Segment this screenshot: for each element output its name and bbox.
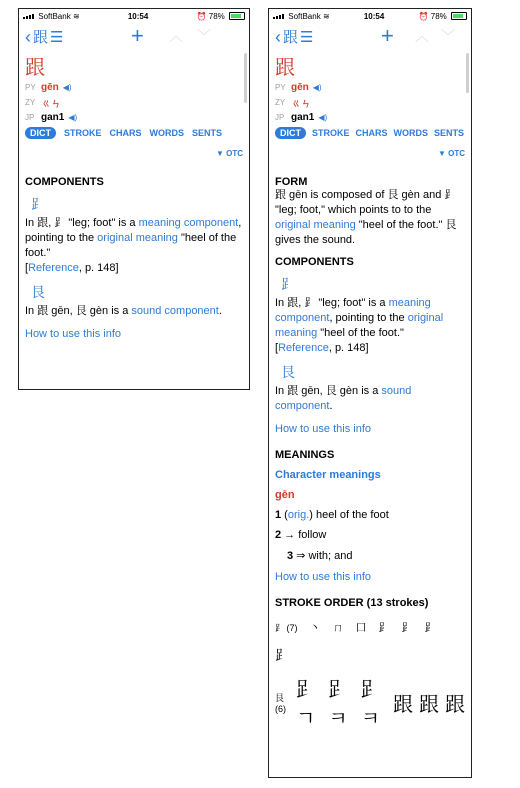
text: . — [218, 305, 222, 317]
original-meaning-link[interactable]: original meaning — [275, 312, 444, 339]
back-button[interactable] — [25, 26, 63, 47]
meaning-1 — [275, 509, 465, 521]
stroke-row-label: 艮 (6) — [275, 692, 286, 714]
jyutping-row — [275, 112, 465, 123]
signal-icon — [273, 14, 284, 19]
tab-dict[interactable]: DICT — [25, 127, 56, 139]
pinyin-value: gēn — [41, 82, 59, 93]
meaning-number: 1 — [275, 509, 282, 521]
stroke-step: 𧾷ㅋ — [360, 679, 381, 730]
tab-chars[interactable]: CHARS — [109, 128, 142, 138]
otc-toggle[interactable]: ▼ OTC — [437, 149, 465, 158]
pinyin-row — [275, 82, 465, 93]
text: "heel of the foot." 艮 gives the sound. — [275, 219, 457, 246]
carrier-label: SoftBank — [288, 11, 321, 21]
component-gen-text — [25, 304, 243, 319]
text: ) heel of the foot — [309, 509, 389, 521]
components-heading: COMPONENTS — [25, 176, 104, 188]
text: In 跟 gēn, 艮 gèn is a — [275, 385, 382, 397]
text: "heel of the foot." — [25, 232, 237, 259]
text: 跟 gēn is composed of 艮 gèn and ⻊ "leg; foot," which points to to the — [275, 189, 456, 216]
stroke-step: 口 — [355, 622, 367, 634]
chevron-left-icon: ‹ — [25, 26, 31, 47]
zhuyin-tag: ZY — [275, 98, 286, 107]
wifi-icon: ≋ — [72, 11, 80, 21]
back-char: 跟 — [33, 29, 49, 46]
otc-toggle[interactable]: ▼ OTC — [215, 149, 243, 158]
pinyin-tag: PY — [25, 83, 36, 92]
scrollbar[interactable] — [244, 53, 247, 103]
tab-stroke[interactable]: STROKE — [64, 128, 102, 138]
zhuyin-tag: ZY — [25, 98, 36, 107]
stroke-step: 跟 — [419, 693, 439, 716]
stroke-order-heading: STROKE ORDER (13 strokes) — [275, 597, 429, 609]
alarm-icon: ⏰ — [196, 11, 207, 21]
pinyin-tag: PY — [275, 83, 286, 92]
tab-sents[interactable]: SENTS — [434, 128, 465, 138]
how-to-use-link[interactable]: How to use this info — [275, 571, 371, 583]
text: [ — [275, 342, 279, 354]
stroke-step: ⻊ — [401, 622, 413, 634]
tab-words[interactable]: WORDS — [149, 128, 185, 138]
text: , p. 148] — [78, 262, 119, 274]
text: , p. 148] — [328, 342, 369, 354]
tab-chars[interactable]: CHARS — [355, 128, 388, 138]
chevron-up-icon[interactable]: ︿ — [415, 28, 429, 44]
carrier-group — [23, 12, 80, 21]
text: [ — [25, 262, 29, 274]
jyutping-row — [25, 112, 243, 123]
component-char-foot[interactable]: ⻊ — [31, 196, 45, 212]
chevron-down-icon[interactable]: ﹀ — [197, 28, 211, 44]
stroke-row-gen — [275, 673, 465, 731]
how-to-use-link[interactable]: How to use this info — [275, 423, 371, 435]
original-meaning-link[interactable]: original meaning — [275, 219, 356, 231]
add-button[interactable]: + — [131, 23, 144, 48]
stroke-row-foot — [275, 619, 465, 635]
jyutping-value: gan1 — [41, 112, 65, 123]
scrollbar[interactable] — [466, 53, 469, 93]
text: In 跟, ⻊ "leg; foot" is a — [25, 217, 139, 229]
stroke-step: ㄇ — [332, 622, 344, 634]
battery-group — [197, 12, 245, 21]
tab-dict[interactable]: DICT — [275, 127, 306, 139]
stroke-step: 𧾷ㄱ — [296, 679, 317, 730]
jyutping-tag: JP — [25, 113, 35, 122]
reference-link[interactable]: Reference — [278, 342, 329, 354]
chevron-left-icon: ‹ — [275, 26, 281, 47]
status-time: 10:54 — [363, 11, 385, 21]
component-foot-text — [275, 296, 465, 356]
list-icon: ☰ — [300, 28, 314, 46]
battery-percent: 78% — [430, 11, 447, 21]
meaning-number: 2 — [275, 529, 282, 541]
stroke-step: ⻊ — [378, 622, 390, 634]
status-bar — [19, 9, 249, 23]
chevron-up-icon[interactable]: ︿ — [169, 28, 183, 44]
speaker-icon[interactable]: ◀) — [312, 83, 322, 92]
text: In 跟 gēn, 艮 gèn is a — [25, 305, 132, 317]
battery-icon — [451, 12, 467, 20]
stroke-step: 跟 — [445, 693, 465, 716]
text: → follow — [281, 529, 327, 541]
tab-words[interactable]: WORDS — [393, 128, 429, 138]
tab-bar — [25, 127, 243, 139]
component-char-gen[interactable]: 艮 — [31, 284, 45, 300]
back-button[interactable] — [275, 26, 313, 47]
component-foot-text — [25, 216, 243, 276]
jyutping-tag: JP — [275, 113, 285, 122]
stroke-final-foot: ⻊ — [275, 647, 289, 663]
sound-component-link[interactable]: sound component — [275, 385, 412, 412]
entry-content — [269, 51, 471, 731]
how-to-use-link[interactable]: How to use this info — [25, 328, 121, 340]
pinyin-row — [25, 82, 243, 93]
wifi-icon: ≋ — [322, 11, 330, 21]
status-time: 10:54 — [127, 11, 149, 21]
stroke-row-label: ⻊ (7) — [275, 622, 298, 633]
carrier-group — [273, 12, 330, 21]
status-bar — [269, 9, 471, 23]
battery-group — [419, 12, 467, 21]
meaning-reading: gēn — [275, 489, 295, 501]
component-char-foot[interactable]: ⻊ — [281, 276, 295, 292]
battery-percent: 78% — [208, 11, 225, 21]
meaning-2 — [275, 529, 465, 541]
tab-stroke[interactable]: STROKE — [312, 128, 350, 138]
reference-link[interactable]: Reference — [28, 262, 79, 274]
phone-screen-left — [18, 8, 250, 390]
zhuyin-row — [275, 95, 465, 110]
headword: 跟 — [25, 55, 45, 79]
meanings-heading: MEANINGS — [275, 449, 335, 461]
alarm-icon: ⏰ — [418, 11, 429, 21]
stroke-step: 𧾷ㅋ — [328, 679, 349, 730]
components-heading: COMPONENTS — [275, 256, 354, 268]
chevron-down-icon[interactable]: ﹀ — [441, 28, 455, 44]
entry-content — [19, 51, 249, 342]
tab-bar — [275, 127, 465, 139]
meaning-3 — [275, 549, 465, 562]
orig-link[interactable]: orig. — [287, 509, 310, 521]
list-icon: ☰ — [50, 28, 64, 46]
speaker-icon[interactable]: ◀) — [318, 113, 328, 122]
headword: 跟 — [275, 55, 295, 79]
meaning-component-link[interactable]: meaning component — [275, 297, 431, 324]
stroke-step: 丶 — [309, 622, 321, 634]
nav-toolbar — [269, 23, 471, 49]
meaning-number: 3 — [287, 550, 294, 562]
phone-screen-right — [268, 8, 472, 778]
speaker-icon[interactable]: ◀) — [62, 83, 72, 92]
original-meaning-link[interactable]: original meaning — [97, 232, 178, 244]
component-gen-text — [275, 384, 465, 414]
text: In 跟, ⻊ "leg; foot" is a — [275, 297, 389, 309]
add-button[interactable]: + — [381, 23, 394, 48]
form-text — [275, 188, 465, 248]
back-char: 跟 — [283, 29, 299, 46]
speaker-icon[interactable]: ◀) — [68, 113, 78, 122]
battery-icon — [229, 12, 245, 20]
zhuyin-value: ㄍㄣ — [41, 99, 61, 110]
nav-toolbar — [19, 23, 249, 49]
carrier-label: SoftBank — [38, 11, 71, 21]
text: , pointing to the — [329, 312, 408, 324]
text: ⇒ with; and — [293, 550, 353, 562]
character-meanings-heading: Character meanings — [275, 469, 381, 481]
text: , pointing to the — [25, 217, 242, 244]
text: "heel of the foot." — [317, 327, 404, 339]
form-heading: FORM — [275, 176, 308, 188]
zhuyin-value: ㄍㄣ — [291, 99, 311, 110]
pinyin-value: gēn — [291, 82, 309, 93]
tab-sents[interactable]: SENTS — [192, 128, 223, 138]
component-char-gen[interactable]: 艮 — [281, 364, 295, 380]
sound-component-link[interactable]: sound component — [131, 305, 219, 317]
zhuyin-row — [25, 95, 243, 110]
meaning-component-link[interactable]: meaning component — [138, 217, 239, 229]
stroke-step: 跟 — [393, 693, 413, 716]
jyutping-value: gan1 — [291, 112, 315, 123]
signal-icon — [23, 14, 34, 19]
text: . — [329, 400, 333, 412]
text: ( — [281, 509, 288, 521]
stroke-step: ⻊ — [424, 622, 436, 634]
